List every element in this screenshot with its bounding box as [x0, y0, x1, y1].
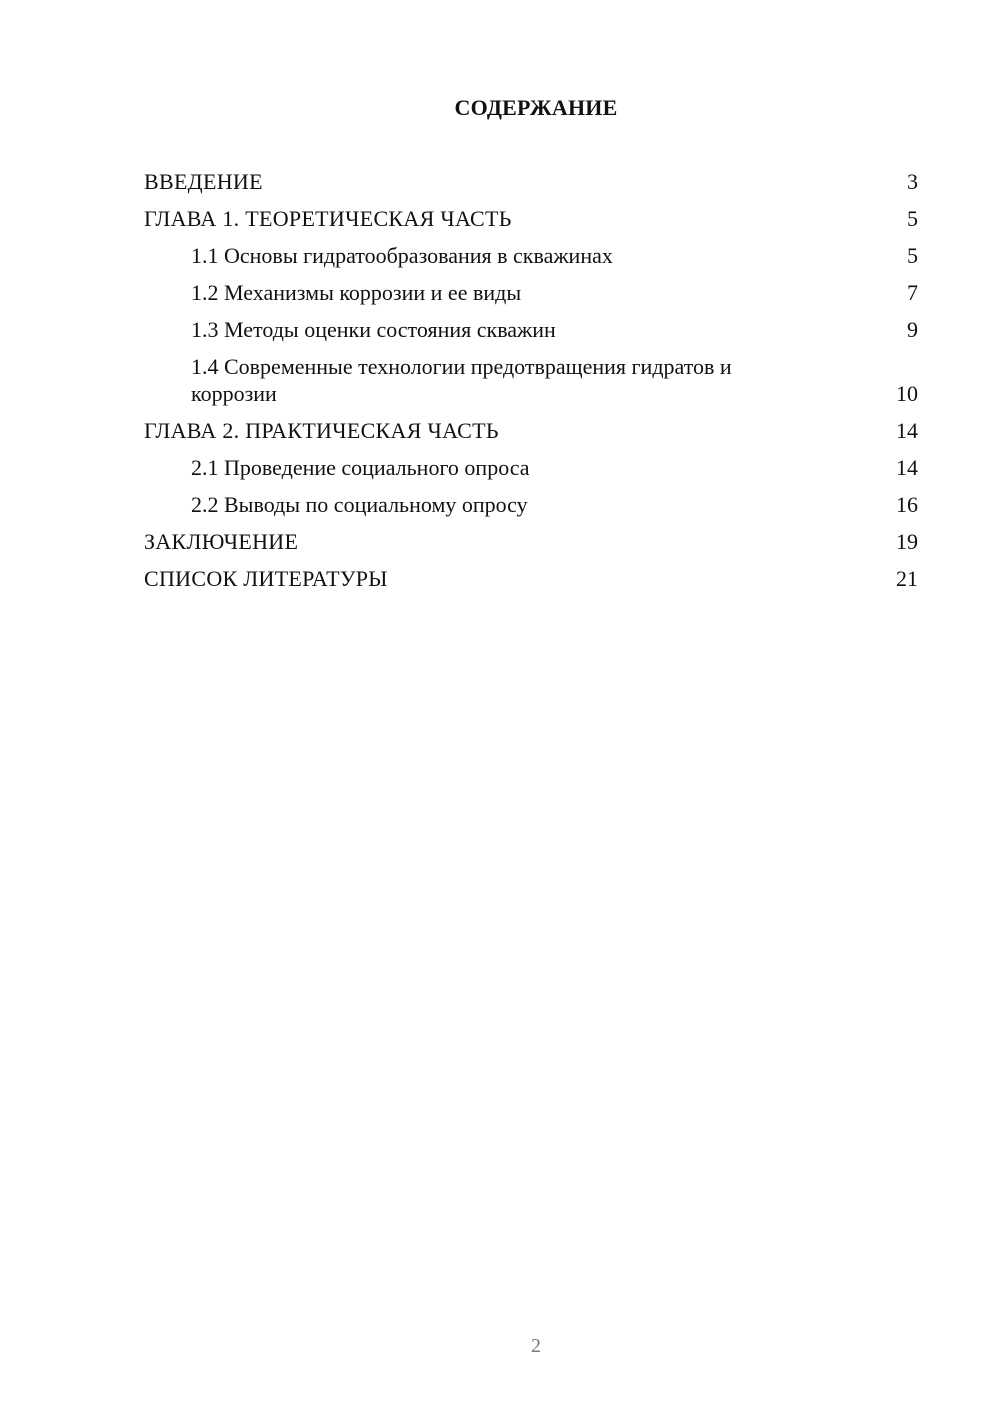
toc-entry-chapter-1[interactable] [144, 205, 918, 232]
table-of-contents [144, 168, 918, 602]
toc-entry-section-1-2[interactable] [144, 279, 918, 306]
toc-entry-text: 1.3 Методы оценки состояния скважин [191, 317, 556, 342]
toc-entry-text: ВВЕДЕНИЕ [144, 169, 263, 194]
toc-entry-text: 2.1 Проведение социального опроса [191, 455, 530, 480]
toc-entry-page: 7 [907, 280, 918, 305]
toc-entry-text: ГЛАВА 2. ПРАКТИЧЕСКАЯ ЧАСТЬ [144, 418, 499, 443]
toc-entry-text: 1.4 Современные технологии предотвращения гидратов и коррозии [191, 354, 732, 406]
toc-entry-section-1-1[interactable] [144, 242, 918, 269]
toc-entry-page: 21 [896, 566, 918, 591]
toc-entry-text: ГЛАВА 1. ТЕОРЕТИЧЕСКАЯ ЧАСТЬ [144, 206, 512, 231]
toc-entry-page: 19 [896, 529, 918, 554]
toc-entry-section-1-3[interactable] [144, 316, 918, 343]
toc-entry-page: 3 [907, 169, 918, 194]
toc-entry-section-2-1[interactable] [144, 454, 918, 481]
toc-entry-text: 1.2 Механизмы коррозии и ее виды [191, 280, 522, 305]
toc-entry-text: 1.1 Основы гидратообразования в скважинах [191, 243, 613, 268]
toc-entry-page: 5 [907, 206, 918, 231]
toc-entry-page: 5 [907, 243, 918, 268]
toc-entry-text: ЗАКЛЮЧЕНИЕ [144, 529, 299, 554]
toc-entry-section-1-4[interactable] [144, 353, 918, 407]
toc-entry-page: 16 [896, 492, 918, 517]
toc-entry-conclusion[interactable] [144, 528, 918, 555]
toc-entry-text: 2.2 Выводы по социальному опросу [191, 492, 528, 517]
toc-entry-section-2-2[interactable] [144, 491, 918, 518]
toc-entry-introduction[interactable] [144, 168, 918, 195]
page-title: СОДЕРЖАНИЕ [454, 95, 618, 120]
toc-entry-references[interactable] [144, 565, 918, 592]
toc-entry-page: 9 [907, 317, 918, 342]
page-number: 2 [531, 1335, 541, 1357]
toc-entry-page: 14 [896, 455, 918, 480]
toc-entry-chapter-2[interactable] [144, 417, 918, 444]
toc-entry-text: СПИСОК ЛИТЕРАТУРЫ [144, 566, 388, 591]
toc-entry-page: 14 [896, 418, 918, 443]
toc-entry-page: 10 [896, 381, 918, 406]
